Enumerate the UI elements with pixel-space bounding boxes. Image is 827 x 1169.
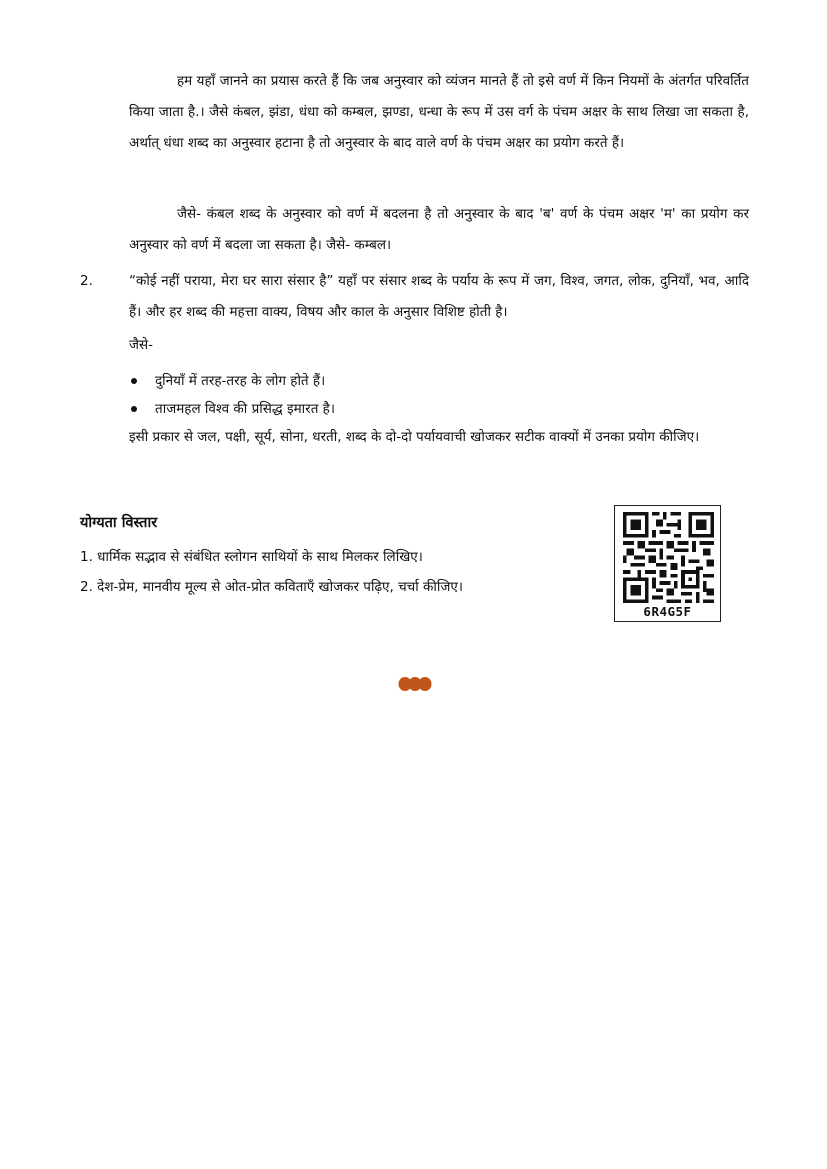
bullet-text: ताजमहल विश्व की प्रसिद्ध इमारत है। bbox=[155, 401, 335, 417]
extension-item: 1. धार्मिक सद्भाव से संबंधित स्लोगन साथियों के साथ मिलकर लिखिए। bbox=[80, 549, 423, 565]
paragraph-anusvar-rules: हम यहाँ जानने का प्रयास करते हैं कि जब अनुस्वार को व्यंजन मानते हैं तो इसे वर्ण में किन नियमों के अंतर्गत परिवर्तित किया जाता है.। जैसे कंबल, झंडा, धंधा को कम्बल, झण्डा, धन्धा के रूप में उस वर्ग के पंचम अक्षर के साथ लिखा जा सकता है, अर्थात् धंधा शब्द का अनुस्वार हटाना है तो अनुस्वार के बाद वाले वर्ण के पंचम अक्षर का प्रयोग करते हैं। bbox=[129, 73, 749, 151]
bullet-icon bbox=[131, 406, 137, 412]
example-label: जैसे- bbox=[129, 337, 154, 353]
qr-code-box[interactable] bbox=[614, 505, 721, 622]
qr-code-label: 6R4G5F bbox=[643, 604, 692, 619]
qr-code-icon bbox=[623, 512, 714, 603]
section-heading-yogyata-vistar: योग्यता विस्तार bbox=[80, 515, 158, 531]
extension-item: 2. देश-प्रेम, मानवीय मूल्य से ओत-प्रोत कविताएँ खोजकर पढ़िए, चर्चा कीजिए। bbox=[80, 579, 463, 595]
bullet-item bbox=[129, 395, 749, 423]
item-synonym-text: “कोई नहीं पराया, मेरा घर सारा संसार है” यहाँ पर संसार शब्द के पर्याय के रूप में जग, विश्व, जगत, लोक, दुनियाँ, भव, आदि हैं। और हर शब्द की महत्ता वाक्य, विषय और काल के अनुसार विशिष्ट होती है। bbox=[129, 273, 749, 320]
synonym-task-instruction: इसी प्रकार से जल, पक्षी, सूर्य, सोना, धरती, शब्द के दो-दो पर्यायवाची खोजकर सटीक वाक्यों में उनका प्रयोग कीजिए। bbox=[129, 429, 700, 445]
bullet-item bbox=[129, 367, 749, 395]
paragraph-kambal-example: जैसे- कंबल शब्द के अनुस्वार को वर्ण में बदलना है तो अनुस्वार के बाद 'ब' वर्ण के पंचम अक्षर 'म' का प्रयोग कर अनुस्वार को वर्ण में बदला जा सकता है। जैसे- कम्बल। bbox=[129, 206, 749, 253]
end-of-chapter-dots-icon bbox=[398, 676, 432, 692]
example-bullet-list bbox=[129, 367, 749, 423]
bullet-text: दुनियाँ में तरह-तरह के लोग होते हैं। bbox=[155, 373, 326, 389]
item-number: 2. bbox=[80, 273, 93, 289]
bullet-icon bbox=[131, 378, 137, 384]
extension-activity-list bbox=[80, 542, 600, 602]
